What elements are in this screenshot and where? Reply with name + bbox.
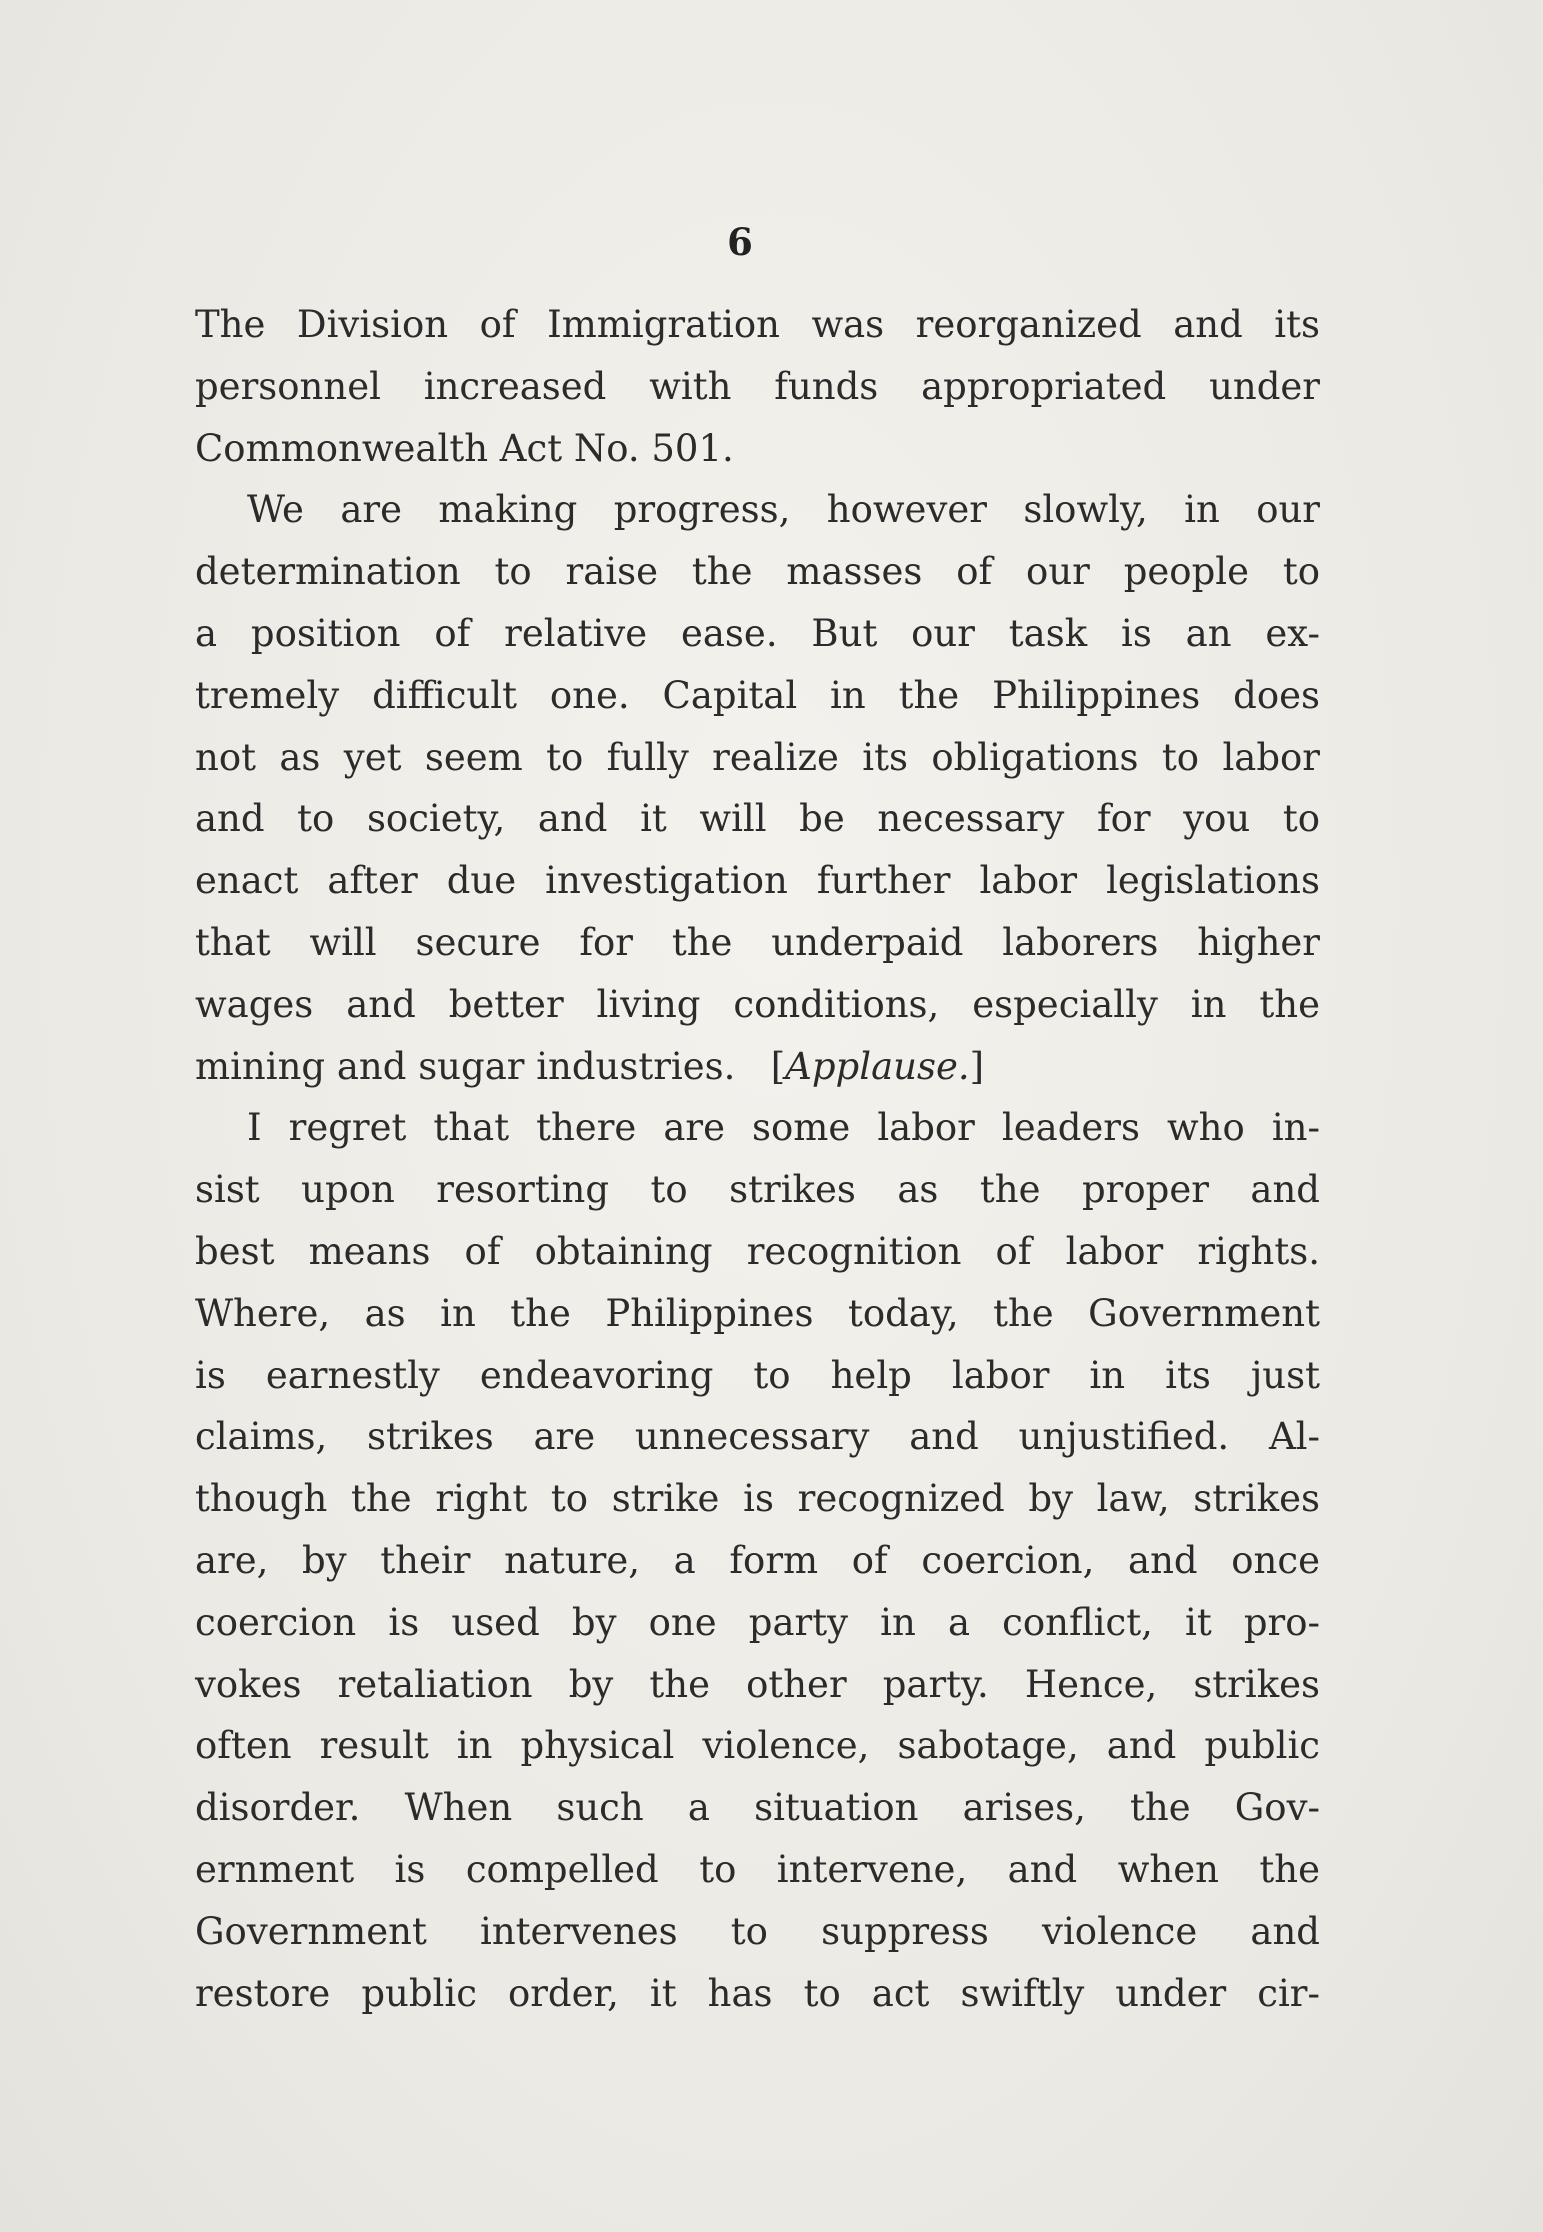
- text-line: wages and better living conditions, especially in the: [195, 982, 1320, 1026]
- text-line: claims, strikes are unnecessary and unjustified. Al-: [195, 1415, 1320, 1459]
- text-line: ernment is compelled to intervene, and when the: [195, 1847, 1320, 1891]
- text-line: that will secure for the underpaid laborers higher: [195, 920, 1320, 964]
- text-line: and to society, and it will be necessary for you to: [195, 797, 1320, 841]
- text-line: though the right to strike is recognized by law, strikes: [195, 1477, 1320, 1521]
- text-line: personnel increased with funds appropriated under: [195, 364, 1320, 408]
- text-line: Where, as in the Philippines today, the Government: [195, 1291, 1320, 1335]
- text-line-with-applause: [195, 1036, 1320, 1098]
- text-line: not as yet seem to fully realize its obligations to labor: [195, 735, 1320, 779]
- text-line: We are making progress, however slowly, in our: [247, 488, 1320, 532]
- text-line: coercion is used by one party in a conflict, it pro-: [195, 1600, 1320, 1644]
- text-line: vokes retaliation by the other party. Hence, strikes: [195, 1662, 1320, 1706]
- body-text: [195, 294, 1320, 2024]
- text-line: sist upon resorting to strikes as the proper and: [195, 1168, 1320, 1212]
- text-line: tremely difficult one. Capital in the Philippines does: [195, 673, 1320, 717]
- text-line: determination to raise the masses of our people to: [195, 550, 1320, 594]
- text-line: I regret that there are some labor leaders who in-: [247, 1106, 1320, 1150]
- text-line: often result in physical violence, sabotage, and public: [195, 1724, 1320, 1768]
- text-line: restore public order, it has to act swiftly under cir-: [195, 1971, 1320, 2015]
- text-line: The Division of Immigration was reorganized and its: [195, 303, 1320, 346]
- text-line: is earnestly endeavoring to help labor in its just: [195, 1353, 1320, 1397]
- text-line: Commonwealth Act No. 501.: [195, 426, 734, 470]
- text-line: Government intervenes to suppress violence and: [195, 1909, 1320, 1953]
- text-line: best means of obtaining recognition of labor rights.: [195, 1229, 1320, 1273]
- text-line: disorder. When such a situation arises, the Gov-: [195, 1786, 1320, 1830]
- page-number: 6: [727, 220, 753, 264]
- text-line: are, by their nature, a form of coercion, and once: [195, 1538, 1320, 1582]
- applause-close-bracket: ]: [969, 1044, 985, 1088]
- applause-note: Applause.: [785, 1044, 970, 1088]
- applause-open-bracket: [: [770, 1044, 786, 1088]
- text-line-segment: mining and sugar industries.: [195, 1044, 736, 1088]
- text-line: enact after due investigation further labor legislations: [195, 859, 1320, 903]
- text-line: a position of relative ease. But our task is an ex-: [195, 611, 1320, 655]
